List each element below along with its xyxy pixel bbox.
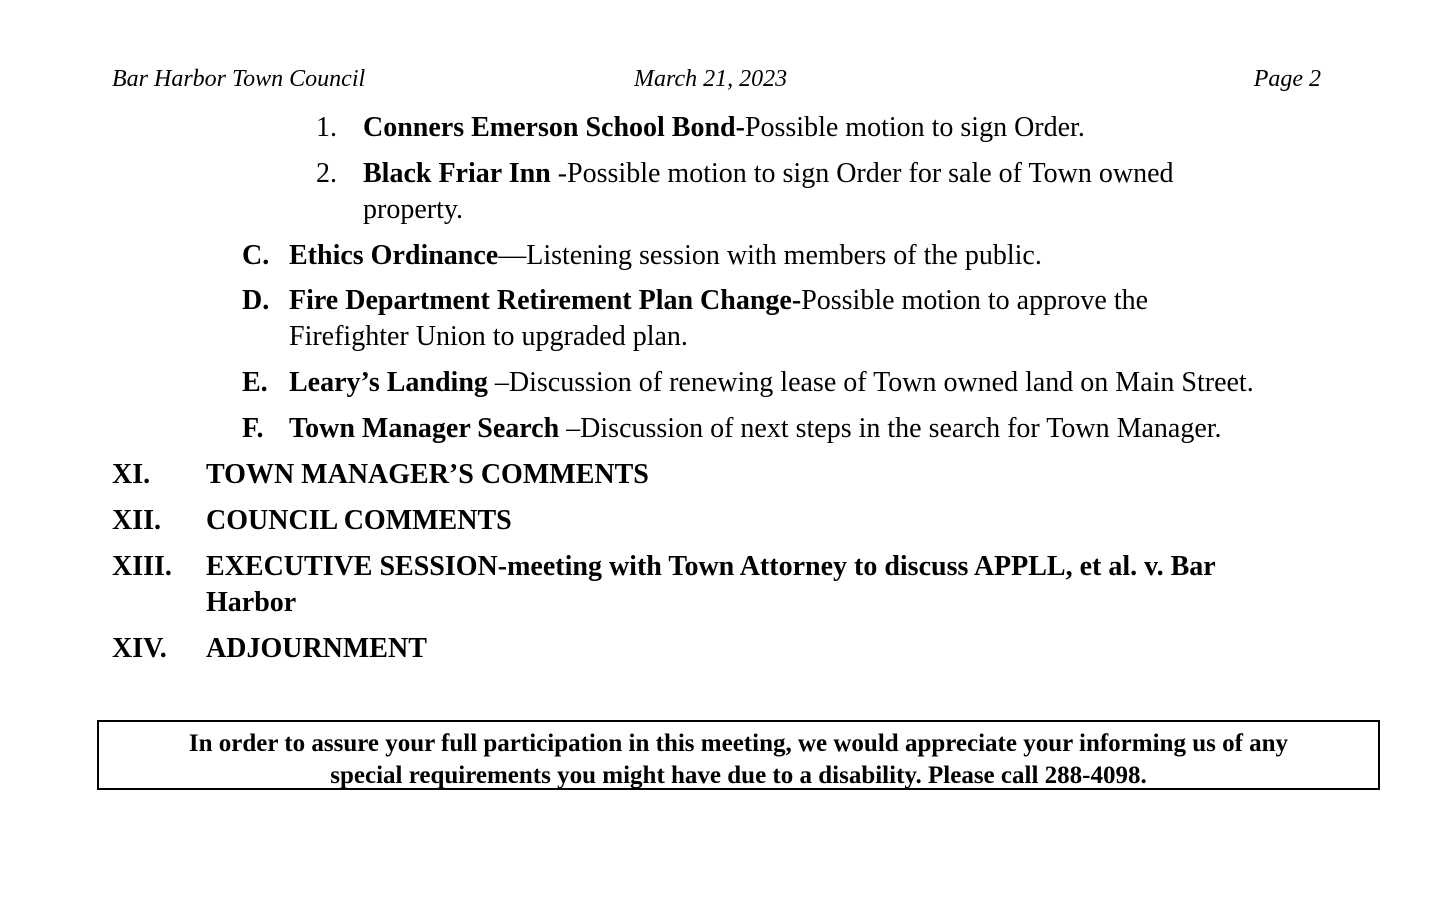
subitem-text-line2: property. — [363, 194, 464, 225]
item-title: Fire Department Retirement Plan Change- — [289, 285, 802, 316]
item-text: Possible motion to approve the — [801, 285, 1149, 316]
section-title: EXECUTIVE SESSION-meeting with Town Attorney to discuss APPLL, et al. v. Bar — [206, 551, 1216, 582]
subitem-text: -Possible motion to sign Order for sale of Town owned — [550, 158, 1174, 189]
header-date: March 21, 2023 — [634, 66, 788, 92]
subitem-body — [363, 156, 1174, 192]
subitem-number: 2. — [316, 158, 337, 189]
item-title: Leary’s Landing — [289, 367, 488, 398]
item-text: —Listening session with members of the public. — [498, 240, 1042, 271]
item-body — [289, 283, 1148, 319]
section-numeral: XII. — [112, 505, 162, 536]
header-organization: Bar Harbor Town Council — [112, 66, 366, 92]
section-title-line2: Harbor — [206, 587, 297, 618]
item-letter: E. — [242, 367, 268, 398]
item-text: –Discussion of renewing lease of Town owned land on Main Street. — [487, 367, 1254, 398]
item-text-line2: Firefighter Union to upgraded plan. — [289, 321, 688, 352]
item-body — [289, 411, 1222, 447]
subitem-title: Black Friar Inn — [363, 158, 551, 189]
header-page-number: Page 2 — [1253, 66, 1321, 92]
item-letter: C. — [242, 240, 270, 271]
item-body — [289, 365, 1254, 401]
subitem-title: Conners Emerson School Bond- — [363, 112, 745, 143]
section-numeral: XIV. — [112, 633, 167, 664]
section-title: TOWN MANAGER’S COMMENTS — [206, 459, 649, 490]
notice-line-2: special requirements you might have due to a disability. Please call 288-4098. — [330, 762, 1147, 789]
subitem-body — [363, 110, 1085, 146]
section-numeral: XI. — [112, 459, 151, 490]
section-numeral: XIII. — [112, 551, 172, 582]
section-title: ADJOURNMENT — [206, 633, 427, 664]
item-text: –Discussion of next steps in the search for Town Manager. — [559, 413, 1222, 444]
item-body — [289, 238, 1042, 274]
subitem-text: Possible motion to sign Order. — [744, 112, 1085, 143]
item-letter: F. — [242, 413, 264, 444]
item-title: Ethics Ordinance — [289, 240, 499, 271]
section-title: COUNCIL COMMENTS — [206, 505, 512, 536]
notice-line-1: In order to assure your full participation in this meeting, we would appreciate your informing us of any — [188, 730, 1289, 757]
item-title: Town Manager Search — [289, 413, 560, 444]
item-letter: D. — [242, 285, 270, 316]
subitem-number: 1. — [316, 112, 337, 143]
accessibility-notice-box — [97, 720, 1380, 790]
